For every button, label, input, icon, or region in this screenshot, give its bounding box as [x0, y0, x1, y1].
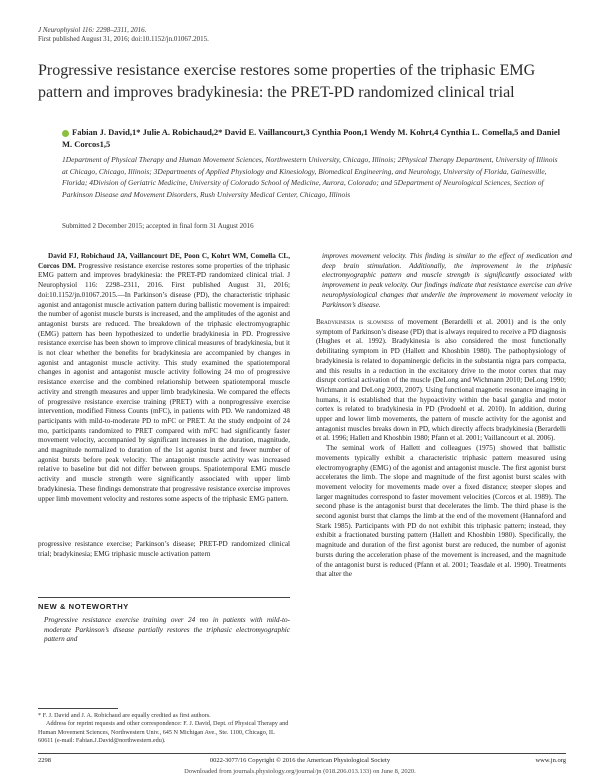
new-noteworthy-text-right: improves movement velocity. This finding is similar to the effect of medication and deep brain stimulation. Additionally, the improvement in the triphasic electromyographic pattern and muscle strength is significantly associated with improvement in peak velocity. Our findings indicate that resistance exercise can drive neurophysiological changes that underlie the improvement in movement velocity in Parkinson’s disease.	[322, 252, 572, 309]
journal-website-link[interactable]: www.jn.org	[535, 757, 566, 764]
citation-line: J Neurophysiol 116: 2298–2311, 2016.	[38, 26, 147, 34]
footnote-correspondence: Address for reprint requests and other correspondence: F. J. David, Dept. of Physical Therapy and Human Movement Sciences, Northwestern Univ., 645 N Michigan Ave., Ste. 1100, Chicago, IL 60611 (e-mail: Fabian.J.David@northwestern.edu).	[38, 720, 289, 745]
new-noteworthy-text-left: Progressive resistance exercise training over 24 mo in patients with mild-to-moderate Parkinson’s disease partially restores the triphasic electromyographic pattern and	[44, 616, 290, 644]
affiliations: 1Department of Physical Therapy and Human Movement Sciences, Northwestern University, Chicago, Illinois; 2Physical Therapy Department, University of Illinois at Chicago, Chicago, Illinois; 3Departments of Applied Physiology and Kinesiology, Biomedical Engineering, and Neurology, University of Florida, Gainesville, Florida; 4Division of Geriatric Medicine, University of Colorado School of Medicine, Aurora, Colorado; and 5Department of Neurological Sciences, Section of Parkinson Disease and Movement Disorders, Rush University Medical Center, Chicago, Illinois	[62, 155, 558, 199]
article-title: Progressive resistance exercise restores some properties of the triphasic EMG pattern and improves bradykinesia: the PRET-PD randomized clinical trial	[38, 62, 536, 101]
body-paragraph-2: The seminal work of Hallett and colleagues (1975) showed that ballistic movements typically exhibit a characteristic triphasic pattern measured using electromyography (EMG) of the agonist and antagonist muscle. The first agonist burst accelerates the limb. The slope and magnitude of the first agonist burst scales with movement velocity for movements made over a fixed distance; steeper slopes and larger magnitudes correspond to faster movement velocities (Corcos et al. 1989). The second phase is the antagonist burst that decelerates the limb. The third phase is the second agonist burst that clamps the limb at the end of the movement (Hannaford and Stark 1985). Participants with PD do not exhibit this triphasic pattern; instead, they exhibit a fractionated bursting pattern (Hallett and Khoshbin 1980). Specifically, the magnitude and duration of the first agonist burst are reduced, the number of agonist bursts during the acceleration phase of the movement is increased, and the magnitude of the antagonist burst is reduced (Pfann et al. 2001; Teasdale et al. 1990). Treatments that alter the	[316, 444, 566, 579]
download-notice: Downloaded from journals.physiology.org/journal/jn (018.206.013.133) on June 8, 2020.	[184, 768, 416, 775]
copyright-line: 0022-3077/16 Copyright © 2016 the American Physiological Society	[209, 757, 391, 764]
abstract-text: Progressive resistance exercise restores some properties of the triphasic EMG pattern and improves bradykinesia: the PRET-PD randomized clinical trial. J Neurophysiol 116: 2298–2311, 2016. First published August 31, 2016; doi:10.1152/jn.01067.2015.—In Parkinson’s disease (PD), the characteristic triphasic agonist and antagonist muscle activation pattern during ballistic movement is impaired: the number of agonist muscle bursts is increased, and the amplitudes of the agonist and antagonist bursts are reduced. The breakdown of the triphasic electromyographic (EMG) pattern has been hypothesized to underlie bradykinesia in PD. Progressive resistance exercise has been shown to improve clinical measures of bradykinesia, but it is not clear whether the benefits for bradykinesia are accompanied by changes in agonist and antagonist muscle activity. This study examined the spatiotemporal changes in agonist and antagonist muscle activity following 24 mo of progressive resistance exercise and the combined relationship between spatiotemporal muscle activity and strength measures and upper limb bradykinesia. We compared the effects of progressive resistance exercise training (PRET) with a nonprogressive exercise intervention, modified Fitness Counts (mFC), in patients with PD. We randomized 48 participants with mild-to-moderate PD to mFC or PRET. At the study endpoint of 24 mo, participants randomized to PRET compared with mFC had significantly faster movement velocity, accompanied by significant increases in the duration, magnitude, and magnitude normalized to duration of the 1st agonist burst and fewer number of agonist bursts before peak velocity. The antagonist muscle activity was increased relative to baseline but did not differ between groups. Spatiotemporal EMG muscle activity and muscle strength were significantly associated with upper limb bradykinesia. These findings demonstrate that progressive resistance exercise improves upper limb movement velocity and restores some aspects of the triphasic EMG pattern.	[38, 261, 290, 503]
body-text	[316, 318, 566, 580]
new-noteworthy-heading: NEW & NOTEWORTHY	[38, 602, 129, 611]
published-line: First published August 31, 2016; doi:10.1152/jn.01067.2015.	[38, 35, 209, 43]
author-list	[62, 126, 562, 150]
body-paragraph-1: Bradykinesia is slowness of movement (Berardelli et al. 2001) and is the only symptom of Parkinson’s disease (PD) that is always required to receive a PD diagnosis (Hughes et al. 1992). Bradykinesia is also considered the most functionally debilitating symptom in PD (Hallett and Khoshbin 1980). The pathophysiology of bradykinesia is related to dopaminergic deficits in the substantia nigra pars compacta, and this results in a reduction in the excitatory drive to the motor cortex that may disrupt cortical activation of the muscle (DeLong and Wichmann 2010; DeLong 1990; Wichmann and DeLong 2003, 2007). Using functional magnetic resonance imaging in humans, it is established that the hypoactivity within the basal ganglia and motor cortex is related to bradykinesia in PD (Prodoehl et al. 2010). In addition, during upper and lower limb movements, the pattern of muscle activity for the agonist and antagonist muscles breaks down in PD, which directly affects bradykinesia (Berardelli et al. 1996; Hallett and Khoshbin 1980; Pfann et al. 2001; Vaillancourt et al. 2006).	[316, 318, 566, 443]
abstract	[38, 252, 290, 504]
footnote	[38, 712, 290, 746]
submission-dates: Submitted 2 December 2015; accepted in final form 31 August 2016	[62, 222, 254, 230]
keywords: progressive resistance exercise; Parkinson’s disease; PRET-PD randomized clinical trial; bradykinesia; EMG triphasic muscle activation pattern	[38, 540, 290, 558]
lead-in-smallcaps: Bradykinesia is slowness	[316, 318, 394, 326]
footer-divider	[38, 753, 566, 754]
footnote-equal-credit: * F. J. David and J. A. Robichaud are equally credited as first authors.	[38, 712, 211, 719]
section-divider	[38, 597, 290, 598]
page-number: 2298	[38, 757, 51, 764]
author-names: Fabian J. David,1* Julie A. Robichaud,2* David E. Vaillancourt,3 Cynthia Poon,1 Wendy M. Kohrt,4 Cynthia L. Comella,5 and Daniel M. Corcos1,5	[62, 127, 560, 149]
abstract-citation: David FJ, Robichaud JA, Vaillancourt DE, Poon C, Kohrt WM, Comella CL, Corcos DM.	[38, 252, 290, 270]
orcid-icon[interactable]	[62, 130, 69, 137]
journal-reference	[38, 26, 209, 44]
footnote-divider	[38, 708, 118, 709]
